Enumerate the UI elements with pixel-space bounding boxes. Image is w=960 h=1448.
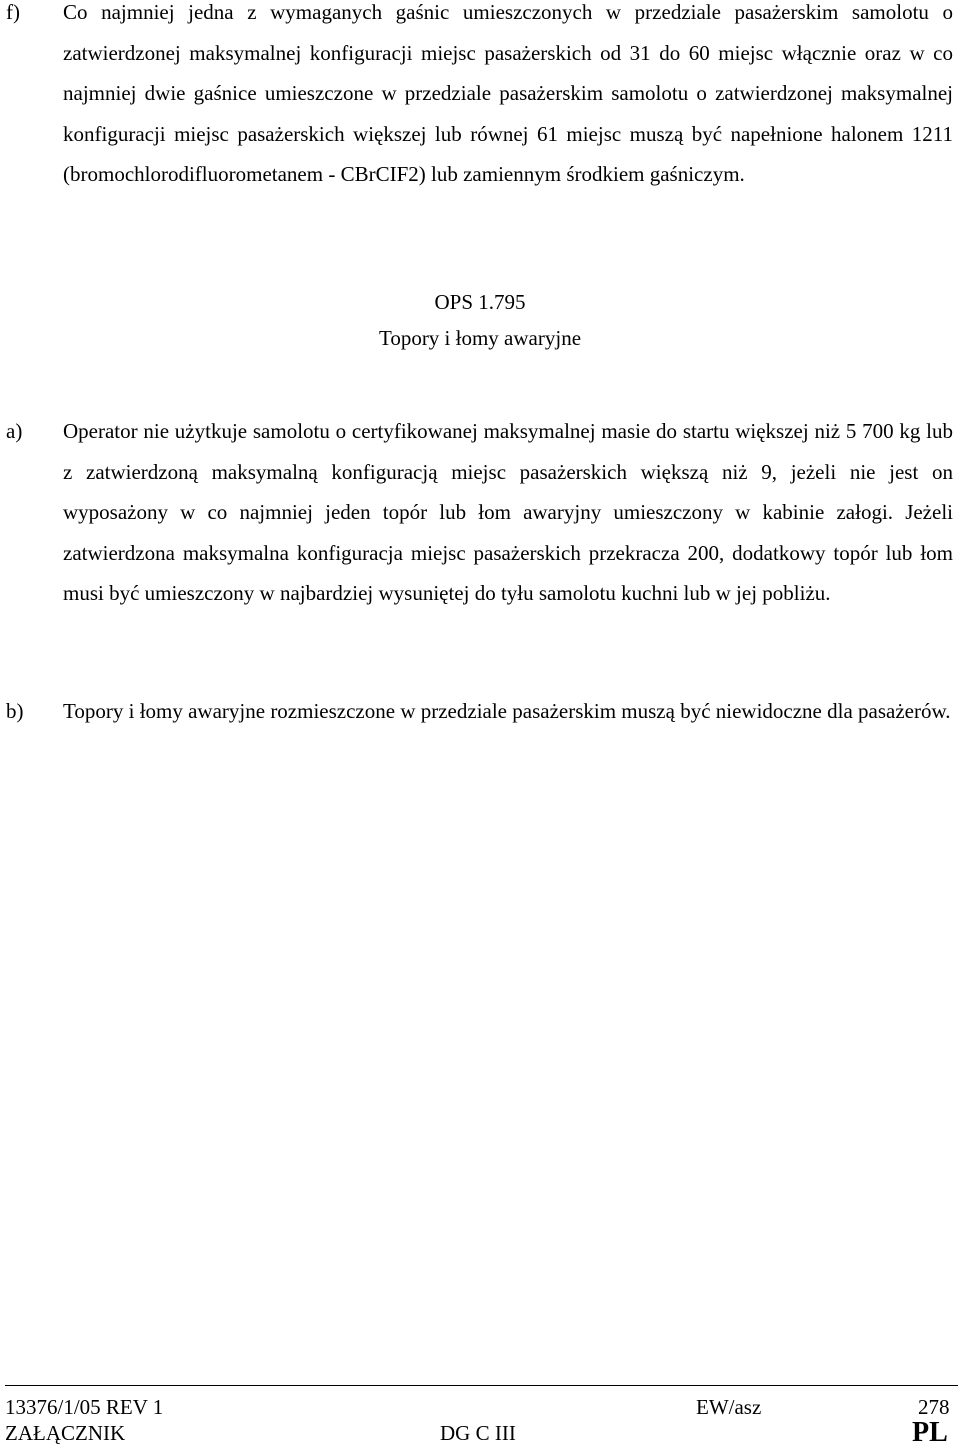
paragraph-marker: b)	[6, 699, 24, 723]
annex-label: ZAŁĄCZNIK	[5, 1421, 126, 1445]
page-number: 278	[918, 1395, 950, 1419]
department-code: EW/asz	[696, 1395, 762, 1419]
document-reference: 13376/1/05 REV 1	[5, 1395, 164, 1419]
paragraph-marker: f)	[6, 0, 20, 24]
paragraph-marker: a)	[6, 419, 23, 443]
language-code: PL	[912, 1417, 948, 1448]
paragraph-text: Co najmniej jedna z wymaganych gaśnic umieszczonych w przedziale pasażerskim samolotu o zatwierdzonej maksymalnej konfiguracji miejsc pasażerskich od 31 do 60 miejsc włącznie oraz w co najmniej dwie gaśnice umieszczone w przedziale pasażerskim samolotu o zatwierdzonej maksymalnej konfiguracji miejsc pasażerskich większej lub równej 61 miejsc muszą być napełnione halonem 1211 (bromochlorodifluorometanem - CBrCIF2) lub zamiennym środkiem gaśniczym.	[63, 0, 953, 186]
section-title: Topory i łomy awaryjne	[378, 326, 582, 350]
paragraph-text: Operator nie użytkuje samolotu o certyfikowanej maksymalnej masie do startu większej niż 5 700 kg lub z zatwierdzoną maksymalną konfiguracją miejsc pasażerskich większą niż 9, jeżeli nie jest on wyposażony w co najmniej jeden topór lub łom awaryjny umieszczony w kabinie załogi. Jeżeli zatwierdzona maksymalna konfiguracja miejsc pasażerskich przekracza 200, dodatkowy topór lub łom musi być umieszczony w najbardziej wysuniętej do tyłu samolotu kuchni lub w jej pobliżu.	[63, 419, 953, 605]
footer-divider	[5, 1385, 958, 1386]
paragraph-text: Topory i łomy awaryjne rozmieszczone w przedziale pasażerskim muszą być niewidoczne dla pasażerów.	[63, 699, 951, 723]
directorate-label: DG C III	[440, 1421, 516, 1445]
section-code: OPS 1.795	[434, 290, 526, 314]
